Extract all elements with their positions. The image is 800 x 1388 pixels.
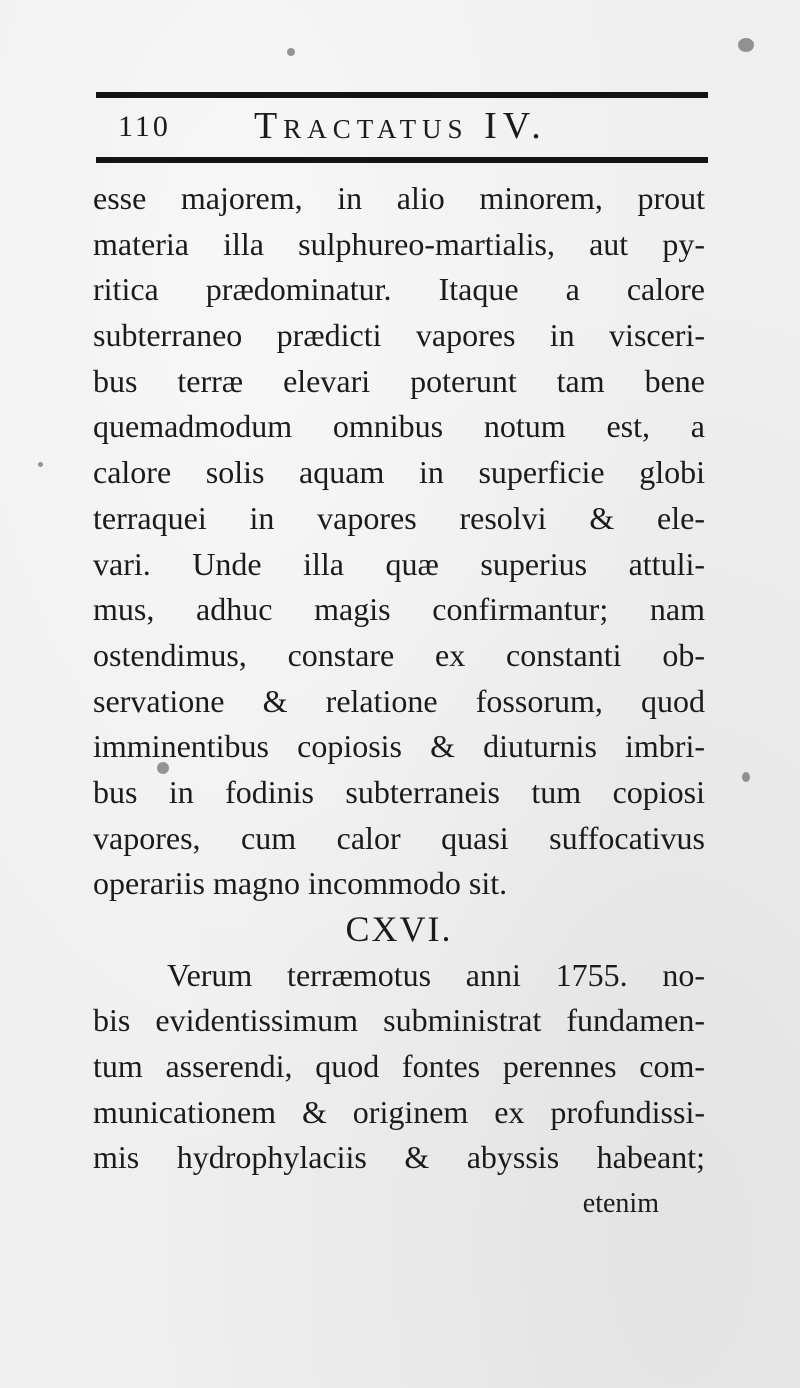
running-head [118,104,678,150]
paper-speck [742,772,750,782]
text-line: subterraneo prædicti vapores in visceri- [93,317,705,354]
text-line: esse majorem, in alio minorem, prout [93,180,705,216]
text-line: bus terræ elevari poterunt tam bene [93,362,705,399]
text-line: ostendimus, constare ex constanti ob- [93,636,705,673]
text-line: terraquei in vapores resolvi & ele- [93,499,705,536]
text-line: bis evidentissimum subministrat fundamen- [93,1002,705,1039]
paper-speck [38,462,43,467]
text-line: bus in fodinis subterraneis tum copiosi [93,773,705,810]
paragraph-1 [93,176,705,907]
text-line: Verum terræmotus anni 1755. no- [167,956,705,993]
paper-speck [738,38,754,52]
text-line: ritica prædominatur. Itaque a calore [93,271,705,308]
paragraph-2 [93,953,705,1181]
catchword: etenim [582,1188,659,1220]
header-rule-top [96,92,708,98]
text-line: servatione & relatione fossorum, quod [93,682,705,719]
text-line: operariis magno incommodo sit. [93,865,508,902]
paper-speck [287,48,295,56]
section-heading: CXVI. [345,909,453,949]
text-line: materia illa sulphureo-martialis, aut py- [93,225,705,262]
text-line: mis hydrophylaciis & abyssis habeant; [93,1139,705,1176]
running-title: Tractatus IV. [254,105,547,147]
text-line: municationem & originem ex profundissi- [93,1093,705,1130]
paper-speck [157,762,169,774]
text-line: vapores, cum calor quasi suffocativus [93,819,705,856]
text-line: tum asserendi, quod fontes perennes com- [93,1048,705,1085]
text-line: quemadmodum omnibus notum est, a [93,408,705,445]
text-line: calore solis aquam in superficie globi [93,454,705,491]
text-line: mus, adhuc magis confirmantur; nam [93,591,705,628]
text-line: imminentibus copiosis & diuturnis imbri- [93,728,705,765]
page-number: 110 [118,110,171,143]
body-text [93,176,705,1227]
text-line: vari. Unde illa quæ superius attuli- [93,545,705,582]
header-rule-bottom [96,157,708,163]
